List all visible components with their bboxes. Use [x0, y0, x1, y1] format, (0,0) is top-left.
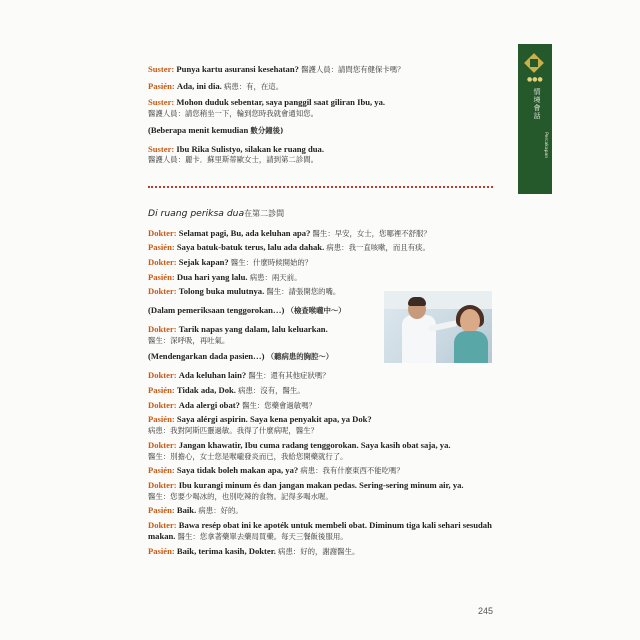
- chinese-translation: 病患：有，在這。: [223, 81, 284, 91]
- chinese-translation: 病患：好的。: [198, 506, 243, 516]
- section-heading: [148, 208, 494, 220]
- indonesian-text: Baik, terima kasih, Dokter.: [176, 545, 276, 556]
- indonesian-text: (Beberapa menit kemudian: [148, 124, 249, 135]
- indonesian-text: Jangan khawatir, Ibu cuma radang tenggorokan. Saya kasih obat saja, ya.: [178, 439, 451, 450]
- patient-figure: [454, 331, 488, 363]
- dialog-line: [148, 385, 494, 396]
- speaker-label: Dokter:: [148, 370, 177, 381]
- dialog-line: [148, 370, 494, 381]
- ornament-inner-icon: [530, 59, 538, 67]
- chinese-translation: 病患：好的，謝謝醫生。: [278, 546, 360, 556]
- dialog-line: [148, 81, 498, 92]
- chinese-translation: 病患：我一直咳嗽，而且有痰。: [326, 243, 430, 253]
- chinese-translation: 醫生：您藥會過敏嗎？: [242, 400, 316, 410]
- stage-direction: [148, 125, 498, 136]
- speaker-label: Pasién:: [148, 465, 175, 476]
- indonesian-text: Saya alérgi aspirin. Saya kena penyakit apa, ya Dok?: [176, 414, 372, 425]
- speaker-label: Pasién:: [148, 384, 175, 395]
- speaker-label: Pasién:: [148, 271, 175, 282]
- indonesian-text: Punya kartu asuransi kesehatan?: [176, 64, 299, 74]
- speaker-label: Pasién:: [148, 80, 175, 91]
- speaker-label: Dokter:: [148, 323, 177, 334]
- dialog-line: [148, 97, 498, 118]
- heading-indonesian: Di ruang periksa dua: [148, 208, 245, 219]
- indonesian-text: Saya tidak boleh makan apa, ya?: [176, 465, 299, 476]
- speaker-label: Pasién:: [148, 545, 175, 556]
- speaker-label: Suster:: [148, 143, 175, 154]
- chinese-translation: 病患：兩天前。: [249, 272, 302, 282]
- indonesian-text: Saya batuk-batuk terus, lalu ada dahak.: [176, 242, 325, 253]
- page-number: 245: [478, 606, 494, 616]
- indonesian-text: Ibu Rika Sulistyo, silakan ke ruang dua.: [176, 143, 325, 154]
- chinese-translation: 醫護人員：麗卡．蘇里斯蒂歐女士，請到第二診間。: [148, 155, 318, 165]
- dialog-line: [148, 546, 494, 557]
- indonesian-text: Ada, ini dia.: [176, 80, 222, 91]
- speaker-label: Dokter:: [148, 520, 177, 531]
- speaker-label: Dokter:: [148, 439, 177, 450]
- indonesian-text: Dua hari yang lalu.: [176, 271, 248, 282]
- side-tab-title: 情境會話: [533, 88, 541, 120]
- top-dialog: [148, 64, 498, 171]
- section-divider: [148, 186, 493, 188]
- chinese-translation: 醫生：什麼時候開始的？: [230, 257, 313, 267]
- speaker-label: Pasién:: [148, 505, 175, 516]
- dialog-line: [148, 64, 498, 75]
- doctor-patient-photo: [384, 291, 492, 363]
- dialog-line: [148, 440, 494, 461]
- speaker-label: Suster:: [148, 64, 175, 74]
- chinese-translation: 醫護人員：請您稍坐一下，輪到您時我就會通知您。: [148, 109, 318, 119]
- indonesian-text: Sejak kapan?: [178, 256, 229, 267]
- dialog-line: [148, 505, 494, 516]
- indonesian-text: Bawa resép obat ini ke apoték untuk membeli obat. Diminum tiga kali sehari sesudah makan.: [148, 520, 492, 541]
- chinese-translation: 醫生：別擔心，女士您是喉嚨發炎而已，我給您開藥就行了。: [148, 451, 348, 461]
- doctor-hair: [408, 297, 426, 306]
- chinese-translation: 病患：我有什麼東西不能吃嗎？: [300, 466, 404, 476]
- indonesian-text: Ada alergi obat?: [178, 399, 240, 410]
- dialog-line: [148, 465, 494, 476]
- indonesian-text: Ada keluhan lain?: [178, 370, 247, 381]
- indonesian-text: (Dalam pemeriksaan tenggorokan…): [148, 305, 285, 316]
- chinese-translation: 醫生：深呼吸，再吐氣。: [148, 335, 230, 345]
- indonesian-text: Ibu kurangi minum és dan jangan makan pedas. Sering-sering minum air, ya.: [178, 479, 464, 490]
- speaker-label: Pasién:: [148, 242, 175, 253]
- indonesian-text: Selamat pagi, Bu, ada keluhan apa?: [178, 227, 311, 238]
- dialog-line: [148, 242, 494, 253]
- speaker-label: Dokter:: [148, 286, 177, 297]
- dialog-line: [148, 400, 494, 411]
- chinese-translation: 醫護人員：請問您有健保卡嗎？: [301, 65, 405, 74]
- indonesian-text: Mohon duduk sebentar, saya panggil saat giliran Ibu, ya.: [176, 97, 386, 108]
- chinese-translation: 醫生：請張開您的嘴。: [266, 287, 341, 297]
- dots-icon: ●●●: [527, 76, 543, 83]
- dialog-line: [148, 144, 498, 165]
- chinese-translation: 醫生：還有其他症狀嗎？: [248, 371, 330, 381]
- dialog-line: [148, 257, 494, 268]
- indonesian-text: (Mendengarkan dada pasien…): [148, 351, 265, 362]
- heading-chinese: 在第二診間: [244, 209, 285, 218]
- indonesian-text: Tidak ada, Dok.: [176, 384, 236, 395]
- chinese-translation: （聽病患的胸腔～）: [266, 352, 334, 362]
- dialog-line: [148, 414, 494, 435]
- doctor-figure: [402, 315, 436, 363]
- side-tab-subtitle: Percakapan: [543, 132, 548, 159]
- speaker-label: Dokter:: [148, 256, 177, 267]
- dialog-line: [148, 272, 494, 283]
- speaker-label: Dokter:: [148, 399, 177, 410]
- patient-head: [460, 309, 480, 333]
- indonesian-text: Baik.: [176, 505, 197, 516]
- speaker-label: Suster:: [148, 97, 175, 108]
- indonesian-text: Tarik napas yang dalam, lalu keluarkan.: [178, 323, 328, 334]
- indonesian-text: Tolong buka mulutnya.: [178, 286, 265, 297]
- chinese-translation: 數分鐘後): [250, 125, 284, 135]
- chinese-translation: 病患：我對阿斯匹靈過敏。我得了什麼病呢，醫生？: [148, 426, 318, 436]
- chinese-translation: 醫生：早安，女士，您哪裡不舒服？: [312, 228, 431, 238]
- speaker-label: Dokter:: [148, 479, 177, 490]
- chinese-translation: 醫生：您要少喝冰的，也別吃辣的食物。記得多喝水喔。: [148, 491, 333, 501]
- speaker-label: Dokter:: [148, 227, 177, 238]
- chinese-translation: 病患：沒有，醫生。: [238, 385, 305, 395]
- dialog-line: [148, 520, 494, 541]
- chinese-translation: （檢查喉嚨中～）: [286, 306, 346, 316]
- exam-room-dialog: [148, 208, 494, 560]
- dialog-line: [148, 228, 494, 239]
- speaker-label: Pasién:: [148, 414, 175, 425]
- chinese-translation: 醫生：您拿著藥單去藥局買藥。每天三餐飯後服用。: [177, 531, 348, 541]
- dialog-line: [148, 324, 384, 345]
- dialog-line: [148, 480, 494, 501]
- chapter-side-tab: [518, 44, 552, 194]
